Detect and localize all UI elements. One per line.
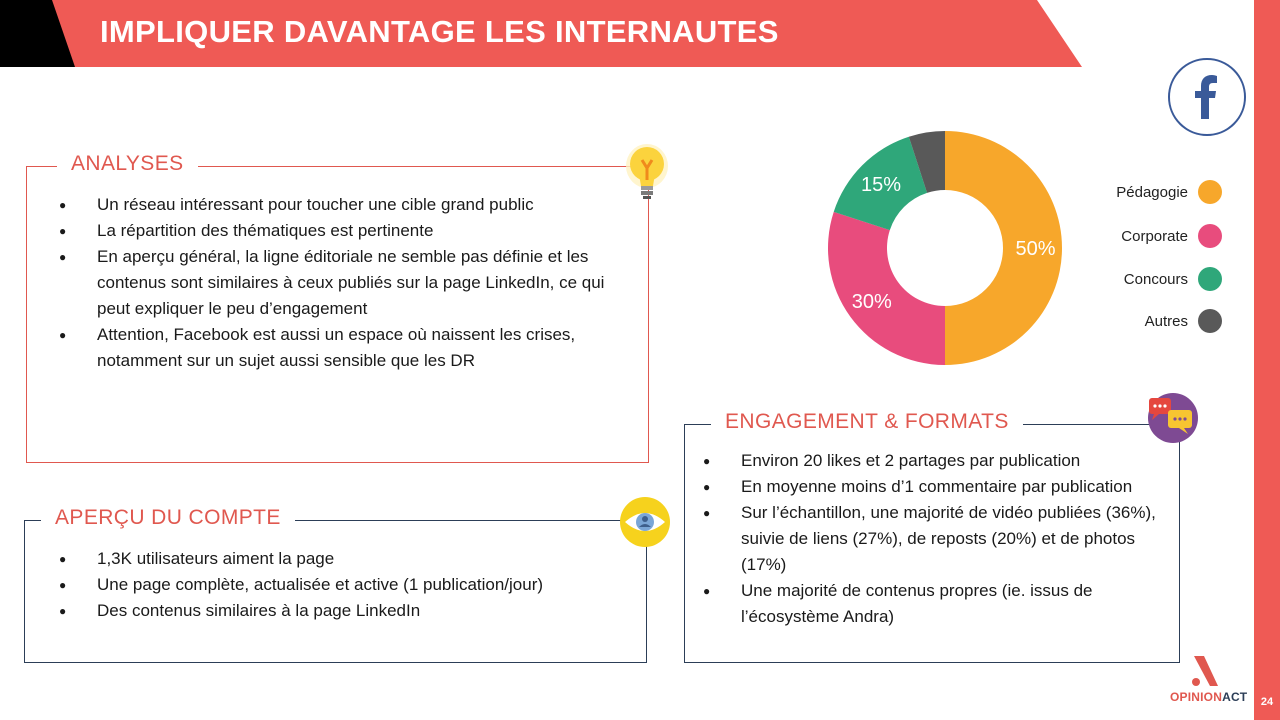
list-item: ● Attention, Facebook est aussi un espace où naissent les crises, notamment sur un sujet aussi sensible que les DR	[59, 322, 629, 374]
legend-item	[1145, 309, 1222, 333]
legend-label: Concours	[1123, 270, 1188, 288]
account-overview-list	[59, 546, 629, 624]
legend-item	[1116, 180, 1222, 204]
slide-title: IMPLIQUER DAVANTAGE LES INTERNAUTES	[100, 14, 779, 49]
eye-icon	[619, 496, 671, 548]
analyses-list	[59, 192, 629, 374]
list-item: ● Sur l’échantillon, une majorité de vidéo publiées (36%), suivie de liens (27%), de reposts (20%) et de photos (17%)	[703, 500, 1173, 578]
legend-label: Corporate	[1121, 227, 1188, 245]
list-item: ● La répartition des thématiques est pertinente	[59, 218, 629, 244]
opinionact-wordmark	[1170, 690, 1247, 704]
list-item: ● Un réseau intéressant pour toucher une cible grand public	[59, 192, 629, 218]
legend-item	[1124, 267, 1222, 291]
legend-swatch	[1198, 224, 1222, 248]
legend-label: Autres	[1144, 312, 1188, 330]
list-item: ● En aperçu général, la ligne éditoriale ne semble pas définie et les contenus sont similaires à ceux publiés sur la page LinkedIn, ce qui peut expliquer le peu d’engagement	[59, 244, 629, 322]
analyses-title: ANALYSES	[57, 152, 198, 176]
list-item: ● Des contenus similaires à la page LinkedIn	[59, 598, 629, 624]
data-label-pédagogie: 50%	[1015, 238, 1056, 260]
legend-swatch	[1198, 267, 1222, 291]
account-overview-title: APERÇU DU COMPTE	[41, 506, 295, 530]
list-item: ● 1,3K utilisateurs aiment la page	[59, 546, 629, 572]
engagement-title: ENGAGEMENT & FORMATS	[711, 410, 1023, 434]
facebook-icon	[1168, 58, 1246, 136]
account-overview-panel	[24, 506, 647, 663]
analyses-panel	[26, 152, 649, 463]
data-label-concours: 15%	[860, 174, 902, 197]
themes-donut-chart	[800, 118, 1100, 388]
legend-item	[1121, 224, 1222, 248]
engagement-list	[703, 448, 1173, 630]
legend-swatch	[1198, 309, 1222, 333]
brand-name-part2: ACT	[1222, 690, 1248, 704]
list-item: ● Une page complète, actualisée et active (1 publication/jour)	[59, 572, 629, 598]
legend-label: Pédagogie	[1116, 183, 1188, 201]
page-number: 24	[1260, 696, 1274, 708]
engagement-panel	[684, 410, 1180, 663]
list-item: ● En moyenne moins d’1 commentaire par publication	[703, 474, 1173, 500]
chat-bubbles-icon	[1146, 392, 1200, 444]
list-item: ● Environ 20 likes et 2 partages par publication	[703, 448, 1173, 474]
legend-swatch	[1198, 180, 1222, 204]
donut-slice-corporate	[828, 212, 945, 365]
data-label-corporate: 30%	[851, 291, 892, 314]
list-item: ● Une majorité de contenus propres (ie. issus de l’écosystème Andra)	[703, 578, 1173, 630]
right-accent-strip	[1254, 0, 1280, 720]
brand-name-part1: OPINION	[1170, 690, 1223, 704]
lightbulb-icon	[625, 142, 669, 202]
